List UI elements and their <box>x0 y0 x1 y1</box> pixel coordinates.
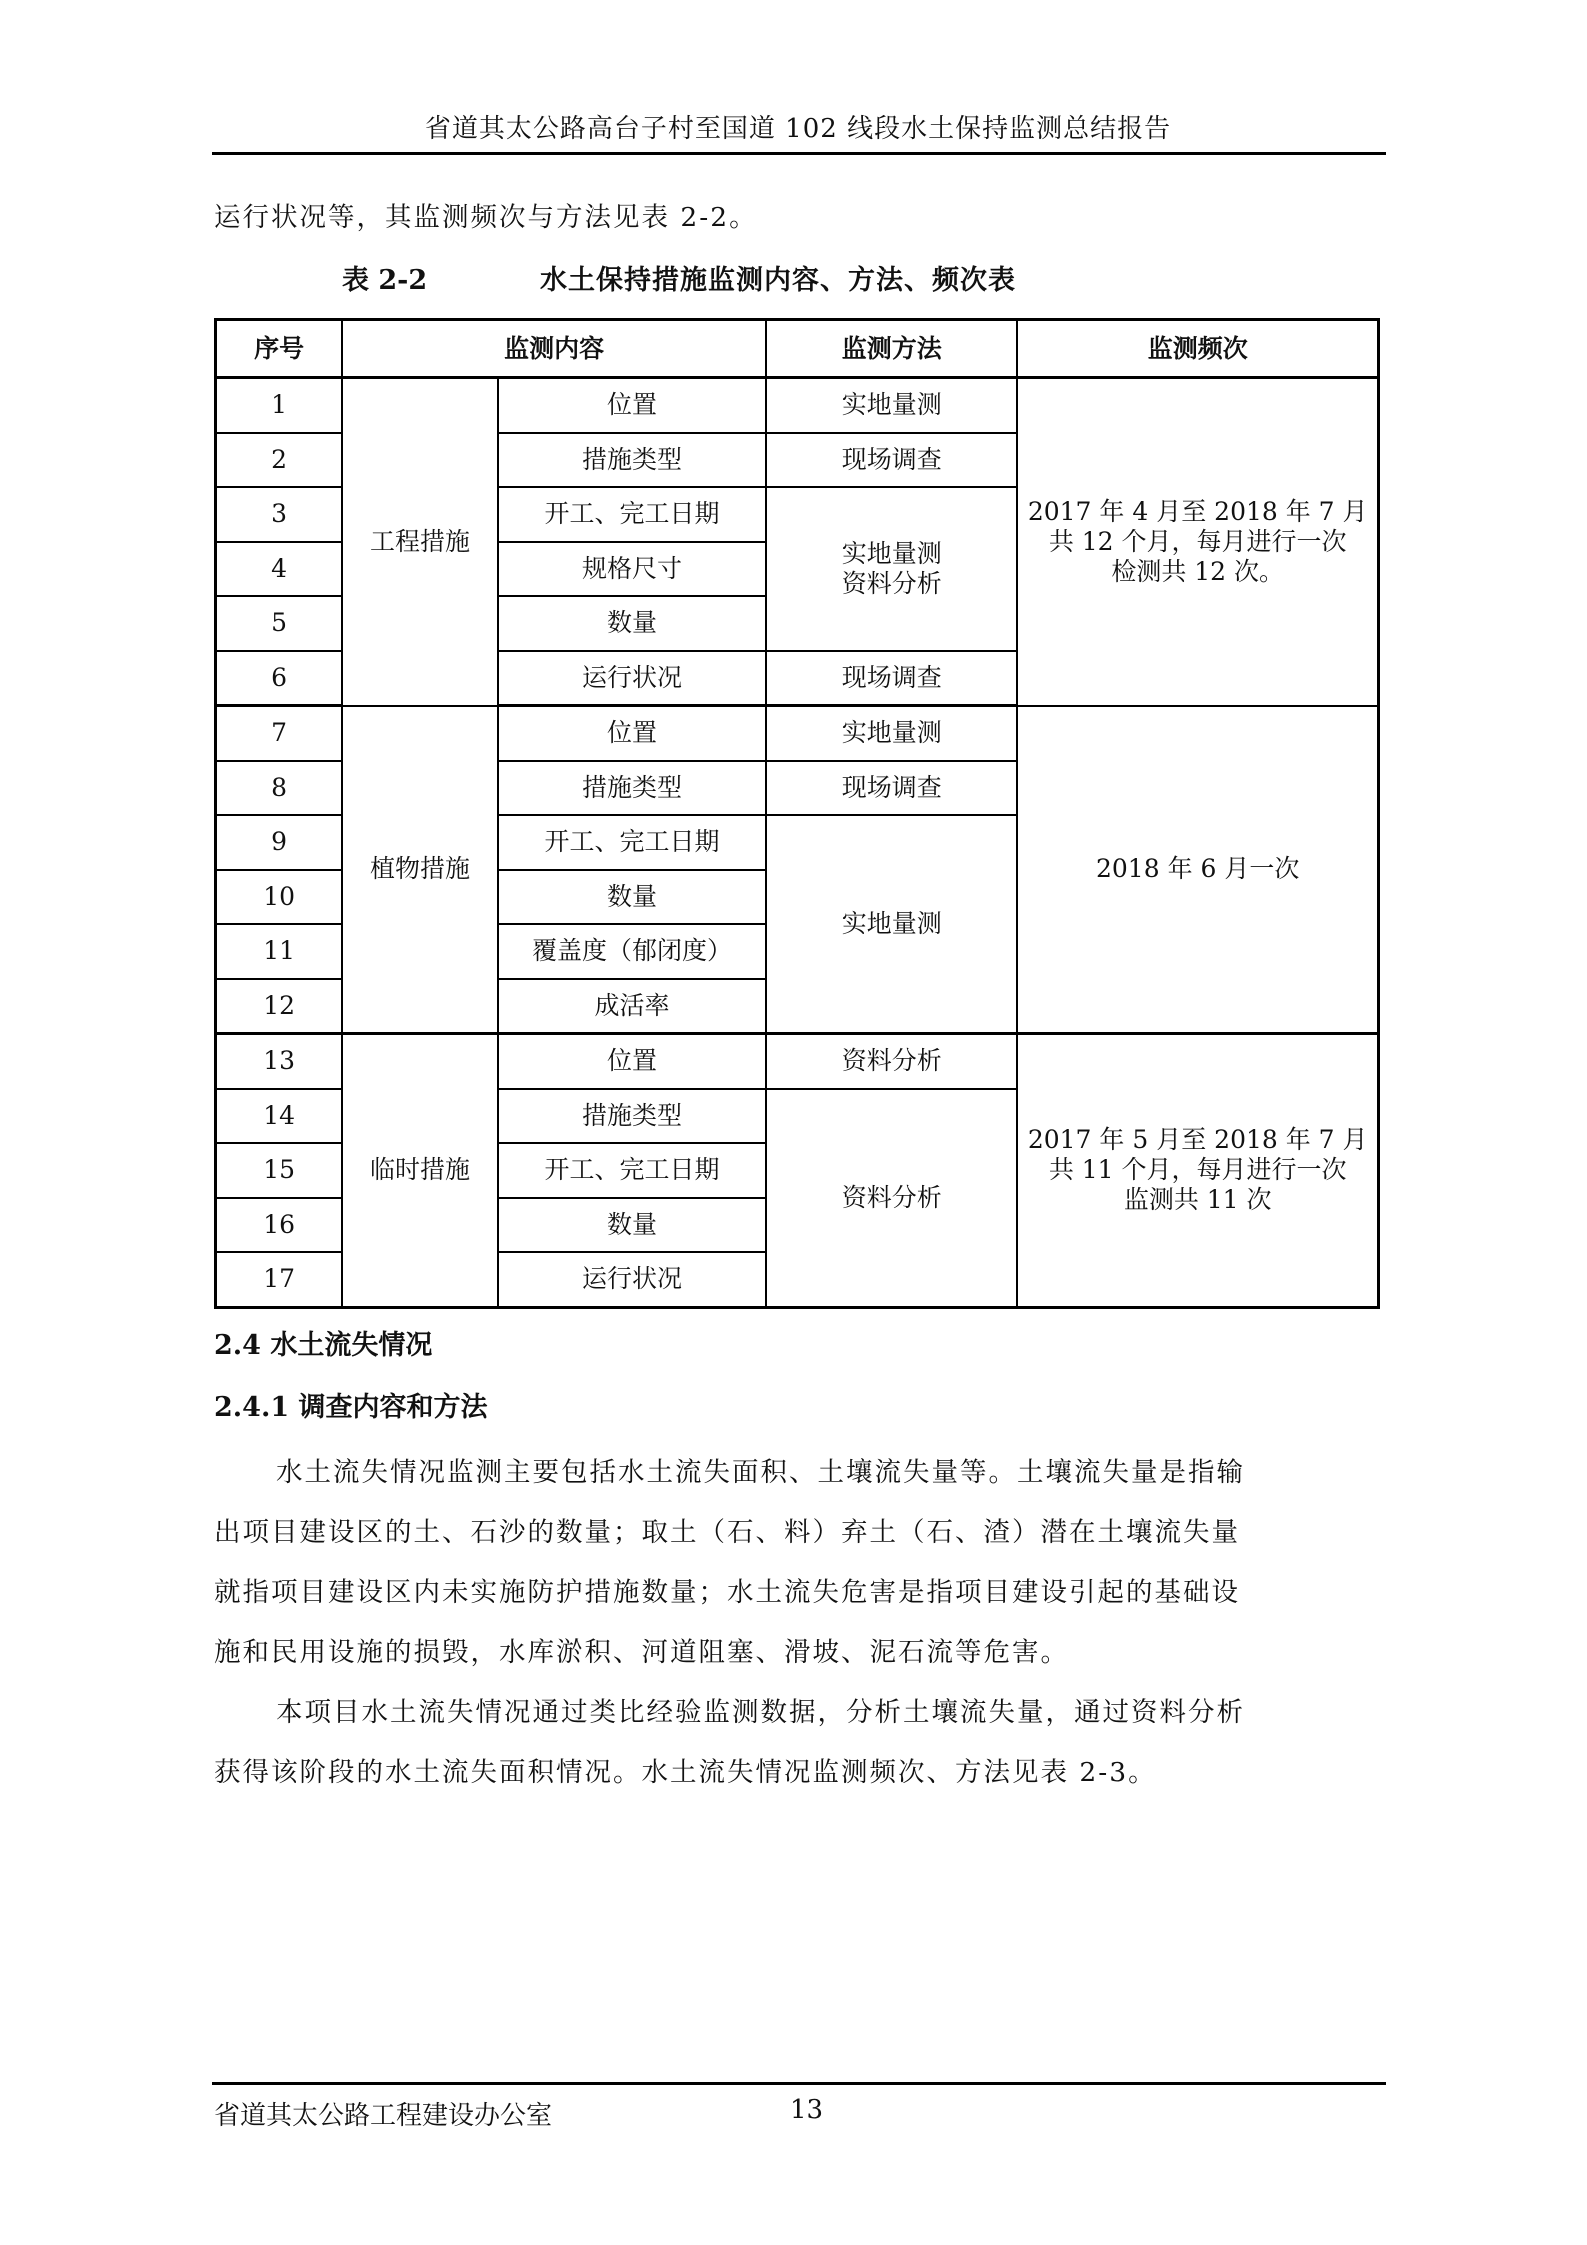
row-index: 1 <box>216 378 343 433</box>
table-row <box>216 1034 1379 1089</box>
subsection-heading: 2.4.1 调查内容和方法 <box>214 1392 488 1423</box>
frequency-cell <box>1017 378 1378 706</box>
method-cell: 资料分析 <box>766 1089 1017 1308</box>
row-index: 4 <box>216 542 343 597</box>
header-rule <box>212 152 1386 155</box>
row-index: 5 <box>216 596 343 651</box>
item-cell: 开工、完工日期 <box>498 487 766 542</box>
table-title: 水土保持措施监测内容、方法、频次表 <box>540 265 1016 296</box>
frequency-line: 检测共 12 次。 <box>1111 556 1285 586</box>
method-cell <box>766 487 1017 651</box>
frequency-cell <box>1017 706 1378 1034</box>
paragraph-line: 本项目水土流失情况通过类比经验监测数据，分析土壤流失量，通过资料分析 <box>276 1697 1245 1728</box>
method-cell: 现场调查 <box>766 761 1017 816</box>
row-index: 2 <box>216 433 343 488</box>
row-index: 10 <box>216 870 343 925</box>
row-index: 9 <box>216 815 343 870</box>
header-method: 监测方法 <box>766 320 1017 378</box>
row-index: 6 <box>216 651 343 706</box>
method-cell: 实地量测 <box>766 706 1017 761</box>
frequency-line: 2018 年 6 月一次 <box>1096 854 1300 884</box>
method-cell: 实地量测 <box>766 378 1017 433</box>
item-cell: 位置 <box>498 378 766 433</box>
item-cell: 运行状况 <box>498 1252 766 1307</box>
method-line: 资料分析 <box>841 568 942 598</box>
table-row <box>216 706 1379 761</box>
item-cell: 措施类型 <box>498 1089 766 1144</box>
item-cell: 成活率 <box>498 979 766 1034</box>
item-cell: 位置 <box>498 1034 766 1089</box>
item-cell: 措施类型 <box>498 433 766 488</box>
category-cell: 临时措施 <box>342 1034 498 1308</box>
footer-rule <box>212 2082 1386 2085</box>
row-index: 16 <box>216 1198 343 1253</box>
row-index: 15 <box>216 1143 343 1198</box>
item-cell: 运行状况 <box>498 651 766 706</box>
item-cell: 措施类型 <box>498 761 766 816</box>
row-index: 11 <box>216 924 343 979</box>
item-cell: 数量 <box>498 596 766 651</box>
paragraph-line: 获得该阶段的水土流失面积情况。水土流失情况监测频次、方法见表 2-3。 <box>214 1757 1157 1788</box>
method-cell: 现场调查 <box>766 651 1017 706</box>
header-frequency: 监测频次 <box>1017 320 1378 378</box>
item-cell: 规格尺寸 <box>498 542 766 597</box>
row-index: 17 <box>216 1252 343 1307</box>
running-header: 省道其太公路高台子村至国道 102 线段水土保持监测总结报告 <box>424 114 1172 144</box>
table-row <box>216 378 1379 433</box>
item-cell: 位置 <box>498 706 766 761</box>
frequency-cell <box>1017 1034 1378 1308</box>
monitoring-table <box>214 318 1380 1309</box>
paragraph-line: 施和民用设施的损毁，水库淤积、河道阻塞、滑坡、泥石流等危害。 <box>214 1637 1069 1668</box>
category-cell: 工程措施 <box>342 378 498 706</box>
paragraph-line: 出项目建设区的土、石沙的数量；取土（石、料）弃土（石、渣）潜在土壤流失量 <box>214 1517 1240 1548</box>
item-cell: 数量 <box>498 870 766 925</box>
frequency-line: 2017 年 4 月至 2018 年 7 月 <box>1027 496 1368 526</box>
table-header-row <box>216 320 1379 378</box>
item-cell: 开工、完工日期 <box>498 815 766 870</box>
row-index: 8 <box>216 761 343 816</box>
item-cell: 数量 <box>498 1198 766 1253</box>
row-index: 7 <box>216 706 343 761</box>
category-cell: 植物措施 <box>342 706 498 1034</box>
item-cell: 开工、完工日期 <box>498 1143 766 1198</box>
row-index: 12 <box>216 979 343 1034</box>
method-cell: 现场调查 <box>766 433 1017 488</box>
method-line: 实地量测 <box>841 538 942 568</box>
footer-organization: 省道其太公路工程建设办公室 <box>214 2101 553 2131</box>
frequency-line: 共 11 个月，每月进行一次 <box>1048 1155 1347 1185</box>
paragraph-line: 就指项目建设区内未实施防护措施数量；水土流失危害是指项目建设引起的基础设 <box>214 1577 1240 1608</box>
method-cell: 资料分析 <box>766 1034 1017 1089</box>
intro-line: 运行状况等，其监测频次与方法见表 2-2。 <box>214 202 758 233</box>
frequency-line: 共 12 个月，每月进行一次 <box>1048 526 1347 556</box>
row-index: 14 <box>216 1089 343 1144</box>
row-index: 3 <box>216 487 343 542</box>
table-number: 表 2-2 <box>342 265 428 296</box>
method-cell: 实地量测 <box>766 815 1017 1034</box>
section-heading: 2.4 水土流失情况 <box>214 1330 433 1361</box>
header-index: 序号 <box>216 320 343 378</box>
frequency-line: 2017 年 5 月至 2018 年 7 月 <box>1027 1125 1368 1155</box>
frequency-line: 监测共 11 次 <box>1123 1185 1272 1215</box>
row-index: 13 <box>216 1034 343 1089</box>
item-cell: 覆盖度（郁闭度） <box>498 924 766 979</box>
paragraph-line: 水土流失情况监测主要包括水土流失面积、土壤流失量等。土壤流失量是指输 <box>276 1457 1245 1488</box>
header-content: 监测内容 <box>342 320 766 378</box>
page-number: 13 <box>790 2095 824 2125</box>
